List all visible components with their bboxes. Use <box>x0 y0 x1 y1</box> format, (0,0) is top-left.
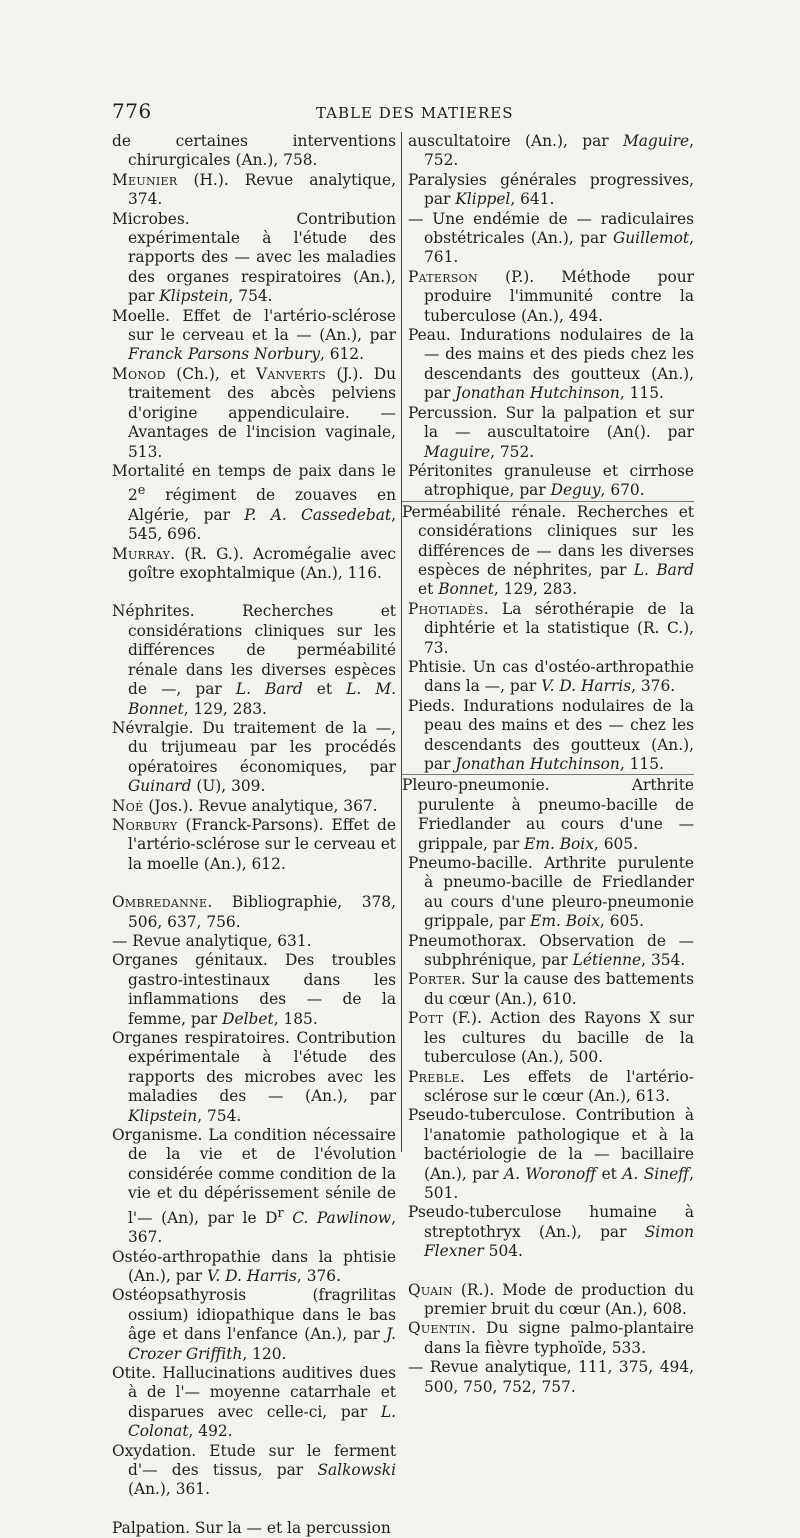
index-entry: Otite. Hallucinations auditives dues à de l'— moyenne catarrhale et disparues avec celle-ci, par L. Colonat, 492. <box>112 1364 396 1441</box>
index-entry: Murray. (R. G.). Acromégalie avec goître exophtalmique (An.), 116. <box>112 544 396 583</box>
index-entry: Photiadès. La sérothérapie de la diphtérie et la statistique (R. C.), 73. <box>408 599 694 657</box>
index-entry: Organisme. La condition nécessaire de la vie et de l'évolution considérée comme condition de la vie et du dépérissement sénile de l'— (An), par le $D^r$ C. Pawlinow, 367. <box>112 1126 396 1247</box>
index-entry: Pott (F.). Action des Rayons X sur les cultures du bacille de la tuberculose (An.), 500. <box>408 1009 694 1067</box>
index-entry: Palpation. Sur la — et la percussion <box>112 1518 391 1537</box>
index-entry: Perméabilité rénale. Recherches et considérations cliniques sur les différences de — dans les diverses espèces de néphrites, par L. Bard et Bonnet, 129, 283. <box>402 502 695 599</box>
index-entry: Néphrites. Recherches et considérations cliniques sur les différences de perméabilité rénale dans les diverses espèces de —, par L. Bard et L. M. Bonnet, 129, 283. <box>112 602 397 718</box>
index-entry: Noé (Jos.). Revue analytique, 367. <box>112 796 378 815</box>
index-entry: Norbury (Franck-Parsons). Effet de l'artério-sclérose sur le cerveau et la moelle (An.), 612. <box>112 815 396 873</box>
index-entry: Pieds. Indurations nodulaires de la peau des mains et des — chez les descendants des goutteux (An.), par Jonathan Hutchinson, 115. <box>408 696 694 773</box>
index-column-right <box>402 132 695 1397</box>
index-entry: Quentin. Du signe palmo-plantaire dans la fièvre typhoïde, 533. <box>408 1319 694 1357</box>
index-entry: Pseudo-tuberculose. Contribution à l'anatomie pathologique et à la bactériologie de la — bacillaire (An.), par A. Woronoff et A. Sineff, 501. <box>408 1106 694 1202</box>
index-entry: Névralgie. Du traitement de la —, du trijumeau par les procédés opératoires économiques, par Guinard (U), 309. <box>112 718 396 796</box>
index-entry: Preble. Les effets de l'artério-sclérose sur le cœur (An.), 613. <box>408 1067 694 1105</box>
index-entry: Organes respiratoires. Contribution expérimentale à l'étude des rapports des microbes avec les maladies des — (An.), par Klipstein, 754. <box>112 1029 396 1125</box>
index-entry: Paralysies générales progressives, par Klippel, 641. <box>408 170 694 209</box>
index-entry: Mortalité en temps de paix dans le 2e régiment de zouaves en Algérie, par P. A. Cassedebat, 545, 696. <box>112 461 396 544</box>
index-entry: de certaines interventions chirurgicales (An.), 758. <box>112 132 396 170</box>
running-title: TABLE DES MATIERES <box>316 104 514 122</box>
index-entry: — Revue analytique, 111, 375, 494, 500, 750, 752, 757. <box>408 1358 694 1396</box>
page-number: 776 <box>112 99 152 123</box>
index-entry: Porter. Sur la cause des battements du cœur (An.), 610. <box>408 970 694 1008</box>
index-entry: Ombredanne. Bibliographie, 378, 506, 637, 756. <box>112 893 396 931</box>
index-entry: Phtisie. Un cas d'ostéo-arthropathie dans la —, par V. D. Harris, 376. <box>408 657 694 696</box>
index-entry: Peau. Indurations nodulaires de la — des mains et des pieds chez les descendants des goutteux (An.), par Jonathan Hutchinson, 115. <box>408 326 694 403</box>
index-entry: Ostéopsathyrosis (fragrilitas ossium) idiopathique dans le bas âge et dans l'enfance (An.), par J. Crozer Griffith, 120. <box>112 1286 396 1363</box>
index-entry: Pseudo-tuberculose humaine à streptothryx (An.), par Simon Flexner 504. <box>408 1203 694 1261</box>
index-entry: — Revue analytique, 631. <box>112 931 312 950</box>
index-column-left <box>112 132 396 1538</box>
index-entry: Organes génitaux. Des troubles gastro-intestinaux dans les inflammations des — de la femme, par Delbet, 185. <box>112 951 396 1028</box>
column-divider <box>401 132 402 1152</box>
index-entry: Monod (Ch.), et Vanverts (J.). Du traitement des abcès pelviens d'origine appendiculaire. — Avantages de l'incision vaginale, 513. <box>112 364 397 461</box>
index-entry: Moelle. Effet de l'artério-sclérose sur le cerveau et la — (An.), par Franck Parsons Norbury, 612. <box>112 306 396 364</box>
index-entry: Microbes. Contribution expérimentale à l'étude des rapports des — avec les maladies des organes respiratoires (An.), par Klipstein, 754. <box>112 209 396 306</box>
index-entry: Meunier (H.). Revue analytique, 374. <box>112 170 396 209</box>
index-entry: Oxydation. Etude sur le ferment d'— des tissus, par Salkowski (An.), 361. <box>112 1441 396 1499</box>
index-entry: Pleuro-pneumonie. Arthrite purulente à pneumo-bacille de Friedlander au cours d'une — grippale, par Em. Boix, 605. <box>402 776 694 853</box>
index-entry: auscultatoire (An.), par Maguire, 752. <box>408 132 694 170</box>
index-entry: Péritonites granuleuse et cirrhose atrophique, par Deguy, 670. <box>408 461 694 500</box>
index-entry: Pneumo-bacille. Arthrite purulente à pneumo-bacille de Friedlander au cours d'une pleuro-pneumonie grippale, par Em. Boix, 605. <box>408 854 694 931</box>
index-entry: Quain (R.). Mode de production du premier bruit du cœur (An.), 608. <box>408 1280 694 1318</box>
index-entry: Percussion. Sur la palpation et sur la — auscultatoire (An(). par Maguire, 752. <box>408 403 694 461</box>
index-entry: Paterson (P.). Méthode pour produire l'immunité contre la tuberculose (An.), 494. <box>408 267 694 325</box>
index-entry: — Une endémie de — radiculaires obstétricales (An.), par Guillemot, 761. <box>408 209 694 267</box>
index-entry: Ostéo-arthropathie dans la phtisie (An.), par V. D. Harris, 376. <box>112 1247 396 1285</box>
index-entry: Pneumothorax. Observation de — subphrénique, par Létienne, 354. <box>408 931 694 970</box>
